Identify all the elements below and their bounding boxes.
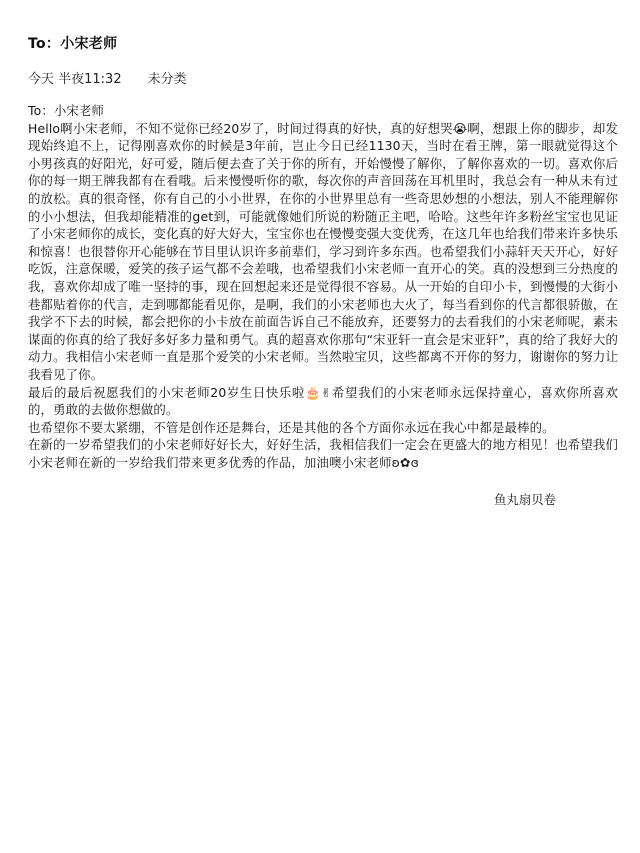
note-paragraph-4: 在新的一岁希望我们的小宋老师好好长大，好好生活，我相信我们一定会在更盛大的地方相见！也希望我们小宋老师在新的一岁给我们带来更多优秀的作品，加油噢小宋老师ʚ︎✿ɞ bbox=[28, 437, 618, 470]
note-subject: To：小宋老师 bbox=[28, 36, 118, 52]
note-signature: 鱼丸扇贝卷 bbox=[494, 492, 556, 507]
note-paragraph-3: 也希望你不要太紧绷，不管是创作还是舞台，还是其他的各个方面你永远在我心中都是最棒的。 bbox=[28, 419, 555, 435]
note-timestamp: 今天 半夜11:32 bbox=[28, 72, 122, 87]
note-paragraph-2: 最后的最后祝愿我们的小宋老师20岁生日快乐啦🎂✌希望我们的小宋老师永远保持童心，喜欢你所喜欢的，勇敢的去做你想做的。 bbox=[28, 384, 618, 418]
note-paragraph-1: Hello啊小宋老师，不知不觉你已经20岁了，时间过得真的好快，真的好想哭😭啊，想跟上你的脚步，却发现始终追不上，记得刚喜欢你的时候是3年前，岂止今日已经1130天，当时在看王牌，第一眼就觉得这个小男孩真的好阳光，好可爱，随后便去查了关于你的所有，开始慢慢了解你，了解你喜欢的一切。喜欢你后你的每一期王牌我都有在看哦。后来慢慢听你的歌，每次你的声音回荡在耳机里时，我总会有一种从未有过的放松。真的很奇怪，你有自己的小小世界，在你的小世界里总有一些奇思妙想的小想法，别人不能理解你的小小想法，但我却能精准的get到，可能就像她们所说的粉随正主吧，哈哈。这些年许多粉丝宝宝也见证了小宋老师你的成长，变化真的好大好大，宝宝你也在慢慢变强大变优秀，在这几年也给我们带来许多快乐和惊喜！也很替你开心能够在节目里认识许多前辈们，学习到许多东西。也希望我们小蒜轩天天开心，好好吃饭，注意保暖，爱笑的孩子运气都不会差哦，也希望我们小宋老师一直开心的笑。真的没想到三分热度的我，喜欢你却成了唯一坚持的事，现在回想起来还是觉得很不容易。从一开始的自印小卡，到慢慢的大街小巷都贴着你的代言，走到哪都能看见你，是啊，我们的小宋老师也大火了，每当看到你的代言都很骄傲，在我学不下去的时候，都会把你的小卡放在前面告诉自己不能放弃，还要努力的去看我们的小宋老师呢，素未谋面的你真的给了我好多好多力量和勇气。真的超喜欢你那句“宋亚轩一直会是宋亚轩”，真的给了我好大的动力。我相信小宋老师一直是那个爱笑的小宋老师。当然啦宝贝，这些都离不开你的努力，谢谢你的努力让我看见了你。 bbox=[28, 120, 619, 382]
note-category[interactable]: 未分类 bbox=[147, 72, 187, 87]
note-greeting: To：小宋老师 bbox=[28, 103, 105, 118]
note-body[interactable] bbox=[28, 102, 618, 471]
note-meta bbox=[28, 68, 187, 87]
